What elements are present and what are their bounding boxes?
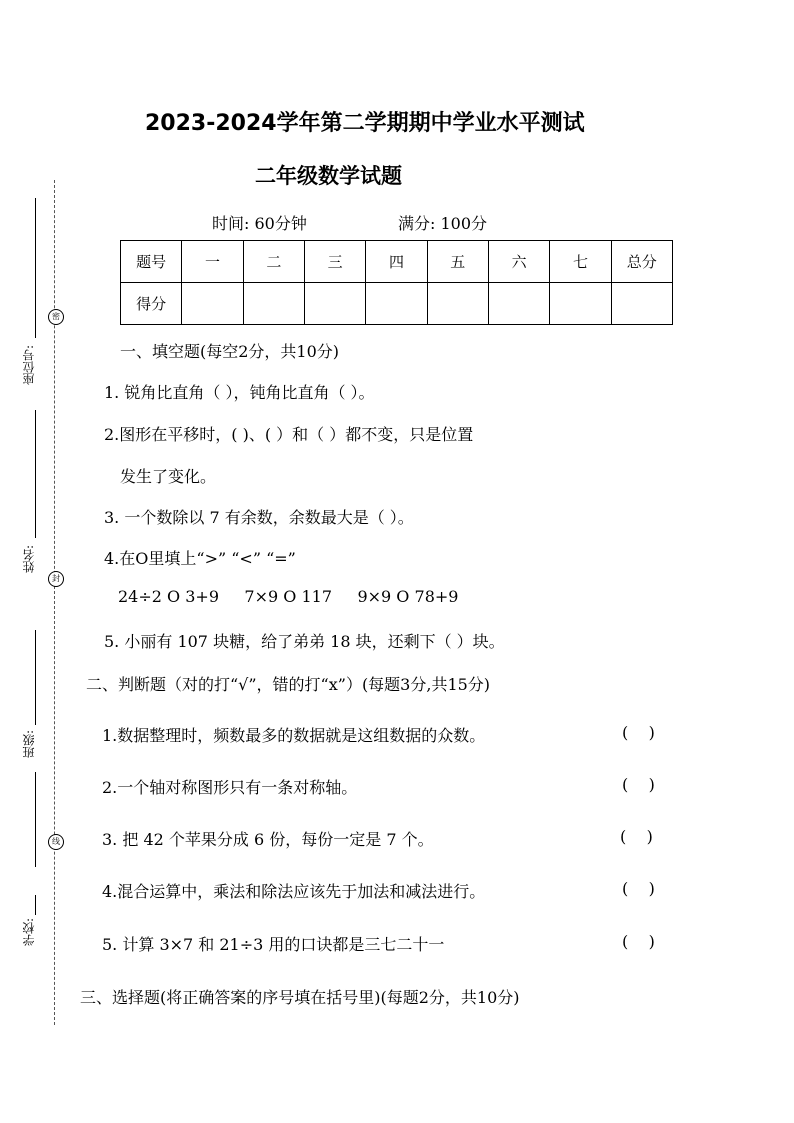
seal-mi: 密 — [48, 309, 64, 325]
score-table-cell: 二 — [243, 241, 304, 283]
score-input-cell[interactable] — [550, 283, 611, 325]
score-input-cell[interactable] — [366, 283, 427, 325]
section1-q2-line2: 发生了变化。 — [120, 467, 217, 486]
score-input-cell[interactable] — [304, 283, 365, 325]
section2-q1: 1.数据整理时，频数最多的数据就是这组数据的众数。 — [102, 726, 486, 745]
section1-q3: 3. 一个数除以 7 有余数，余数最大是（ ）。 — [104, 508, 414, 527]
binding-dashed-line — [54, 180, 55, 1025]
score-table — [120, 240, 673, 325]
class-underline-2 — [35, 772, 36, 867]
score-table-cell: 五 — [427, 241, 488, 283]
class-underline — [35, 630, 36, 725]
score-table-cell: 一 — [182, 241, 243, 283]
school-underline — [35, 895, 36, 915]
score-input-cell[interactable] — [611, 283, 672, 325]
section2-q5: 5. 计算 3×7 和 21÷3 用的口诀都是三七二十一 — [102, 935, 445, 954]
score-table-cell: 总分 — [611, 241, 672, 283]
score-table-cell: 得分 — [121, 283, 182, 325]
section1-q5: 5. 小丽有 107 块糖，给了弟弟 18 块，还剩下（ ）块。 — [104, 632, 505, 651]
exam-subtitle: 二年级数学试题 — [255, 164, 402, 188]
seal-xian: 线 — [48, 834, 64, 850]
score-table-cell: 题号 — [121, 241, 182, 283]
section1-q4-items: 24÷2 O 3+9 7×9 O 117 9×9 O 78+9 — [118, 587, 459, 606]
section1-heading: 一、填空题(每空2分，共10分) — [120, 342, 340, 361]
exam-time: 时间: 60分钟 — [212, 214, 307, 233]
score-table-header-row — [121, 241, 673, 283]
score-table-score-row — [121, 283, 673, 325]
seat-label: 座位号: — [22, 345, 36, 386]
score-table-cell: 四 — [366, 241, 427, 283]
class-label: 班级: — [22, 730, 36, 759]
school-label: 学校: — [22, 918, 36, 947]
section1-q1: 1. 锐角比直角（ ），钝角比直角（ ）。 — [104, 383, 375, 402]
answer-parentheses[interactable]: ( ) — [620, 827, 653, 846]
score-table-cell: 三 — [304, 241, 365, 283]
exam-full-score: 满分: 100分 — [398, 214, 488, 233]
name-underline — [35, 410, 36, 538]
name-label: 姓名: — [22, 545, 36, 574]
score-table-cell: 七 — [550, 241, 611, 283]
seal-feng: 封 — [48, 571, 64, 587]
score-table-cell: 六 — [488, 241, 549, 283]
score-input-cell[interactable] — [243, 283, 304, 325]
section1-q4: 4.在O里填上“>” “<” “=” — [104, 549, 296, 568]
section1-q2-line1: 2.图形在平移时，( )、( ）和（ ）都不变，只是位置 — [104, 425, 474, 444]
answer-parentheses[interactable]: ( ) — [622, 723, 655, 742]
seat-underline — [35, 198, 36, 338]
exam-title: 2023-2024学年第二学期期中学业水平测试 — [145, 111, 585, 136]
section2-q4: 4.混合运算中，乘法和除法应该先于加法和减法进行。 — [102, 882, 486, 901]
section3-heading: 三、选择题(将正确答案的序号填在括号里)(每题2分，共10分) — [80, 988, 520, 1007]
answer-parentheses[interactable]: ( ) — [622, 932, 655, 951]
score-input-cell[interactable] — [182, 283, 243, 325]
section2-q3: 3. 把 42 个苹果分成 6 份，每份一定是 7 个。 — [102, 830, 434, 849]
score-input-cell[interactable] — [488, 283, 549, 325]
section2-heading: 二、判断题（对的打“√”，错的打“x”）(每题3分,共15分) — [86, 675, 491, 694]
score-input-cell[interactable] — [427, 283, 488, 325]
answer-parentheses[interactable]: ( ) — [622, 775, 655, 794]
answer-parentheses[interactable]: ( ) — [622, 879, 655, 898]
section2-q2: 2.一个轴对称图形只有一条对称轴。 — [102, 778, 358, 797]
